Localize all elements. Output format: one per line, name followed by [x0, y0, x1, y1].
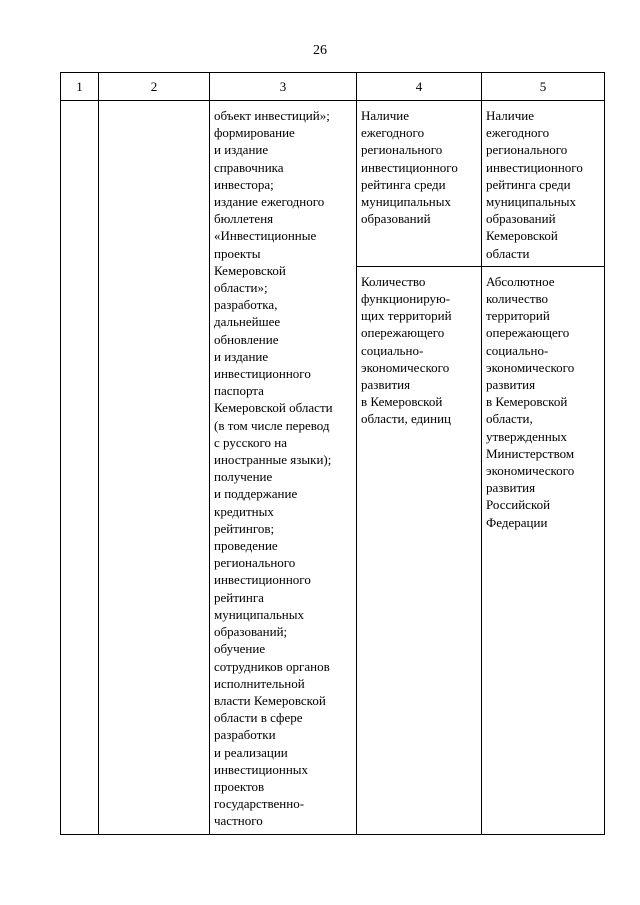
- cell-col-5-result: Наличие ежегодного регионального инвестиционного рейтинга среди муниципальных образований Кемеровской области: [482, 101, 605, 267]
- cell-col-5-result: Абсолютное количество территорий опережающего социально- экономического развития в Кемеровской области, утвержденных Министерством экономического развития Российской Федерации: [482, 266, 605, 834]
- page-number: 26: [313, 43, 327, 58]
- cell-col-3-measures: объект инвестиций»; формирование и издание справочника инвестора; издание ежегодного бюллетеня «Инвестиционные проекты Кемеровской области»; разработка, дальнейшее обновление и издание инвестиционного паспорта Кемеровской области (в том числе перевод с русского на иностранные языки); получение и поддержание кредитных рейтингов; проведение регионального инвестиционного рейтинга муниципальных образований; обучение сотрудников органов исполнительной власти Кемеровской области в сфере разработки и реализации инвестиционных проектов государственно- частного: [210, 101, 357, 835]
- header-col-5: 5: [482, 73, 605, 101]
- header-col-2: 2: [99, 73, 210, 101]
- table-row: [61, 101, 605, 267]
- cell-col-2: [99, 101, 210, 835]
- cell-col-1: [61, 101, 99, 835]
- header-col-1: 1: [61, 73, 99, 101]
- table-header-row: [61, 73, 605, 101]
- header-col-3: 3: [210, 73, 357, 101]
- document-table: [60, 72, 605, 835]
- cell-col-4-indicator: Наличие ежегодного регионального инвестиционного рейтинга среди муниципальных образований: [357, 101, 482, 267]
- header-col-4: 4: [357, 73, 482, 101]
- cell-col-4-indicator: Количество функционирую- щих территорий опережающего социально- экономического развития в Кемеровской области, единиц: [357, 266, 482, 834]
